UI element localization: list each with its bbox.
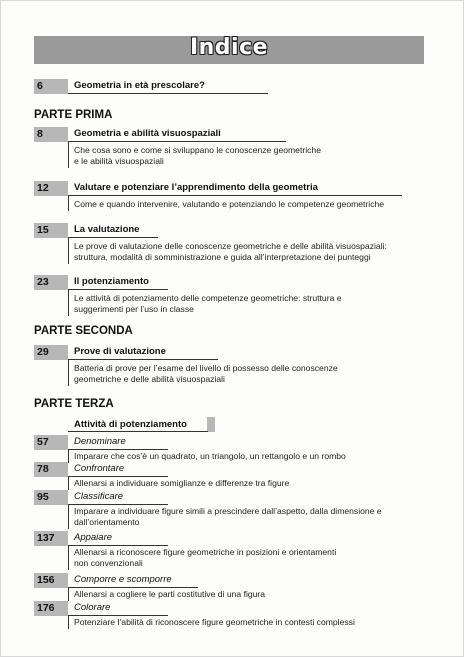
- entry-description: Batteria di prove per l’esame del livello di possesso delle conoscenze: [74, 363, 338, 373]
- divider: [68, 477, 69, 490]
- divider: [68, 545, 168, 546]
- page-number: 12: [34, 181, 68, 196]
- entry-title: Valutare e potenziare l’apprendimento della geometria: [74, 182, 318, 193]
- entry-title: Comporre e scomporre: [74, 574, 172, 585]
- page-number: 6: [34, 79, 68, 94]
- title-banner: [34, 36, 424, 64]
- toc-entry[interactable]: [34, 531, 424, 576]
- divider: [68, 588, 69, 601]
- divider: [68, 195, 402, 196]
- divider: [68, 196, 69, 211]
- entry-description: geometriche e delle abilità visuospaziali: [74, 374, 225, 384]
- divider: [68, 93, 268, 94]
- page-number: 15: [34, 223, 68, 238]
- entry-title: Denominare: [74, 436, 126, 447]
- page-number: 137: [34, 531, 68, 546]
- entry-title: Colorare: [74, 602, 111, 613]
- entry-description: e le abilità visuospaziali: [74, 156, 164, 166]
- toc-entry[interactable]: [34, 223, 424, 268]
- page-number: 23: [34, 275, 68, 290]
- page-number: 156: [34, 573, 68, 588]
- divider: [68, 289, 168, 290]
- toc-entry[interactable]: [34, 490, 424, 535]
- toc-entry[interactable]: [34, 275, 424, 320]
- entry-title: Appaiare: [74, 532, 113, 543]
- page-number: 57: [34, 435, 68, 450]
- divider: [68, 476, 168, 477]
- divider: [68, 587, 198, 588]
- toc-entry[interactable]: [34, 127, 424, 172]
- entry-description: Che cosa sono e come si sviluppano le conoscenze geometriche: [74, 145, 321, 155]
- divider: [68, 142, 69, 168]
- entry-title: Confrontare: [74, 463, 125, 474]
- page-title: Indice: [189, 35, 269, 60]
- entry-description: Imparare a individuare figure simili a prescindere dall’aspetto, dalla dimensione e: [74, 506, 382, 516]
- entry-description: Le attività di potenziamento delle competenze geometriche: struttura e: [74, 293, 342, 303]
- page-number: 29: [34, 345, 68, 360]
- divider: [68, 616, 69, 629]
- divider: [68, 290, 69, 316]
- entry-title: La valutazione: [74, 224, 140, 235]
- divider: [68, 505, 69, 529]
- entry-title: Classificare: [74, 491, 124, 502]
- entry-title: Geometria in età prescolare?: [74, 80, 205, 91]
- entry-description: Potenziare l’abilità di riconoscere figure geometriche in contesti complessi: [74, 617, 355, 627]
- part-heading-seconda: PARTE SECONDA: [34, 325, 133, 337]
- entry-title: Prove di valutazione: [74, 346, 166, 357]
- divider: [68, 141, 286, 142]
- divider: [68, 431, 208, 432]
- entry-description: Come e quando intervenire, valutando e potenziando le competenze geometriche: [74, 199, 385, 209]
- section-title: Attività di potenziamento: [74, 419, 187, 430]
- divider: [68, 449, 168, 450]
- entry-description: suggerimenti per l’uso in classe: [74, 304, 194, 314]
- divider: [68, 238, 69, 264]
- page-number: 176: [34, 601, 68, 616]
- part-heading-prima: PARTE PRIMA: [34, 109, 113, 121]
- entry-description: Allenarsi a riconoscere figure geometriche in posizioni e orientamenti: [74, 547, 337, 557]
- toc-entry[interactable]: [34, 601, 424, 635]
- section-title-marker: [207, 417, 215, 432]
- entry-description: Allenarsi a cogliere le parti costitutive di una figura: [74, 589, 266, 599]
- entry-title: Geometria e abilità visuospaziali: [74, 128, 221, 139]
- entry-description: Allenarsi a individuare somiglianze e differenze tra figure: [74, 478, 290, 488]
- entry-description: dall’orientamento: [74, 517, 140, 527]
- divider: [68, 504, 168, 505]
- entry-description: Le prove di valutazione delle conoscenze geometriche e delle abilità visuospaziali:: [74, 241, 387, 251]
- toc-entry[interactable]: [34, 181, 424, 215]
- page-number: 78: [34, 462, 68, 477]
- divider: [68, 237, 158, 238]
- divider: [68, 615, 168, 616]
- page-number: 95: [34, 490, 68, 505]
- page-number: 8: [34, 127, 68, 142]
- entry-description: Imparare che cos’è un quadrato, un triangolo, un rettangolo e un rombo: [74, 451, 346, 461]
- divider: [68, 546, 69, 570]
- entry-title: Il potenziamento: [74, 276, 149, 287]
- divider: [68, 359, 218, 360]
- entry-description: non convenzionali: [74, 558, 143, 568]
- entry-description: struttura, modalità di somministrazione e guida all’interpretazione dei punteggi: [74, 252, 371, 262]
- toc-entry[interactable]: [34, 345, 424, 390]
- toc-entry-intro[interactable]: [34, 79, 424, 97]
- part-heading-terza: PARTE TERZA: [34, 398, 114, 410]
- divider: [68, 360, 69, 386]
